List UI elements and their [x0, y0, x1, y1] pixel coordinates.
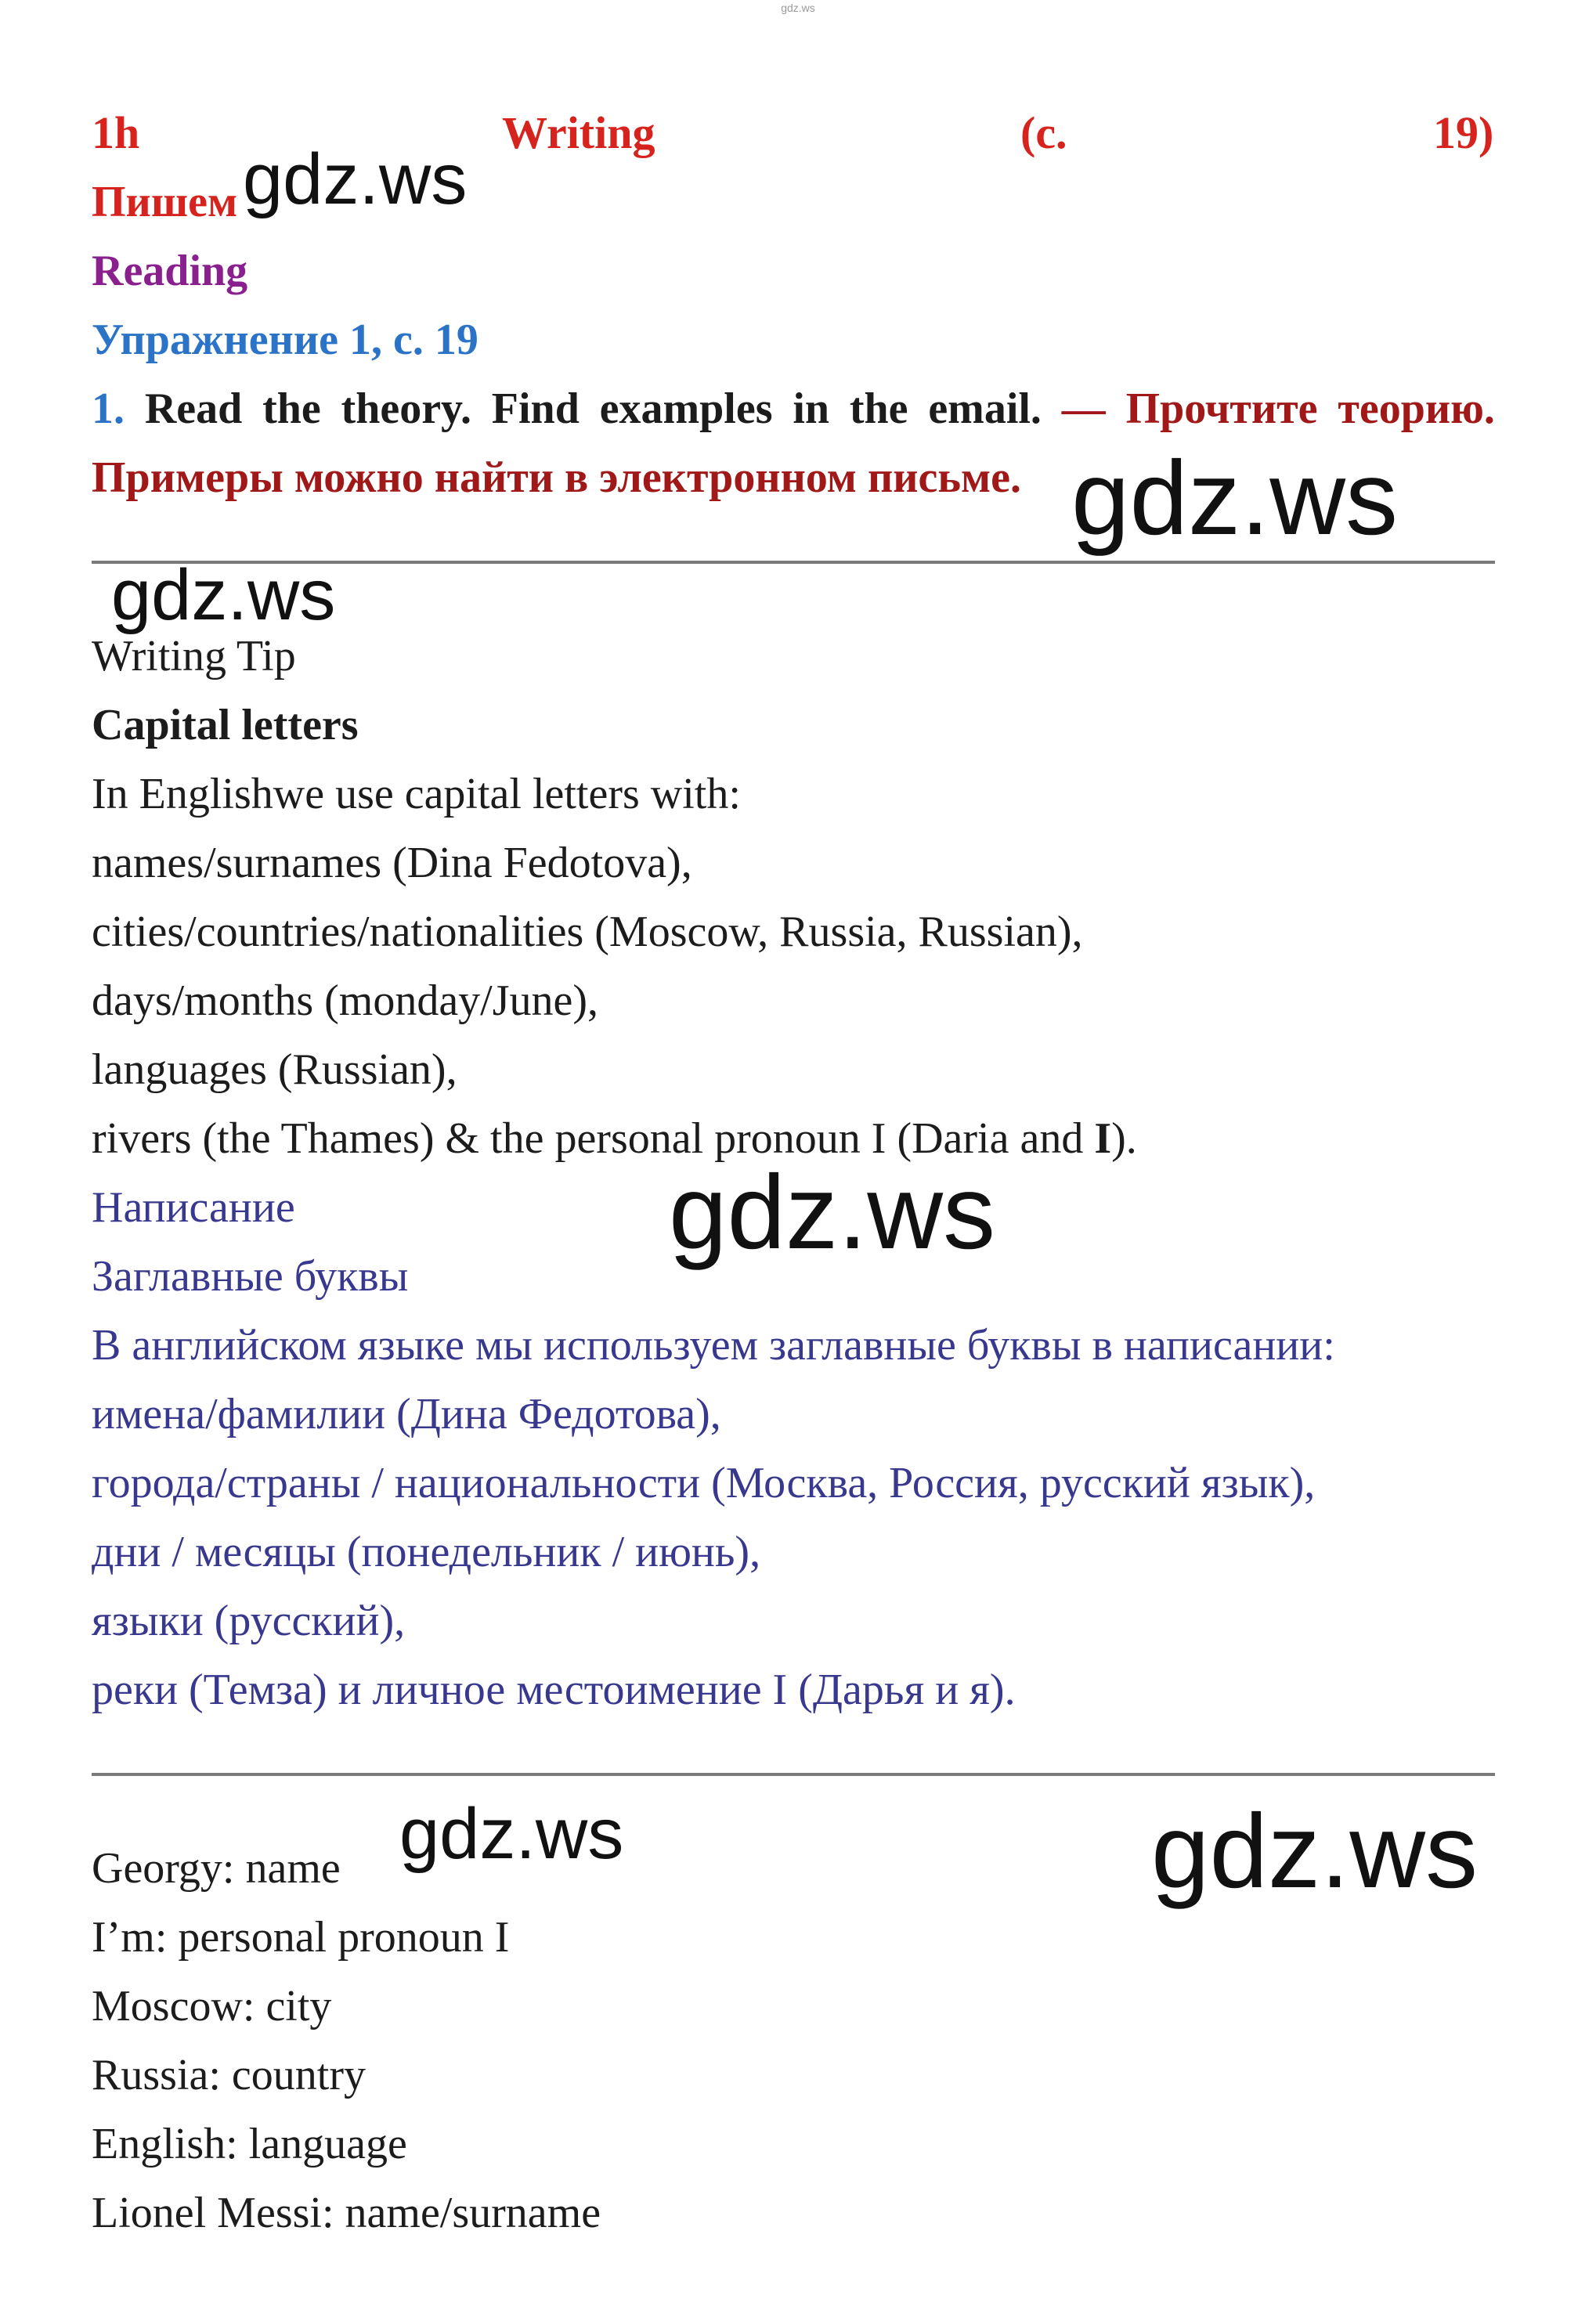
watermark: gdz.ws — [111, 555, 336, 635]
translation-item: реки (Темза) и личное местоимение I (Дарья и я). — [92, 1666, 1016, 1714]
answer-item: Georgy: name — [92, 1844, 341, 1893]
tip-item: cities/countries/nationalities (Moscow, Russia, Russian), — [92, 908, 1083, 956]
tip-item: names/surnames (Dina Fedotova), — [92, 839, 692, 887]
task-word: the — [262, 384, 321, 433]
page-ref-prefix: (c. — [1020, 107, 1067, 158]
task-number: 1. — [92, 384, 125, 433]
lesson-number: 1h — [92, 107, 140, 158]
tip-intro: In Englishwe use capital letters with: — [92, 770, 741, 818]
translation-intro: В английском языке мы используем заглавные буквы в написании: — [92, 1321, 1335, 1370]
lesson-subtitle: Пишем — [92, 178, 238, 226]
page-ref-number: 19) — [1433, 107, 1494, 158]
task-word: the — [849, 384, 908, 433]
tip-item-last-end: ). — [1111, 1114, 1137, 1163]
watermark: gdz.ws — [243, 139, 468, 219]
task-word: in — [793, 384, 830, 433]
answer-item: I’m: personal pronoun I — [92, 1913, 510, 1962]
task-line-1 — [92, 382, 1495, 435]
task-word-ru: теорию. — [1338, 384, 1495, 433]
task-word: email. — [928, 384, 1042, 433]
answer-item: Lionel Messi: name/surname — [92, 2189, 601, 2237]
task-word-ru: Прочтите — [1125, 384, 1318, 433]
top-watermark: gdz.ws — [781, 2, 815, 14]
tip-item: languages (Russian), — [92, 1045, 457, 1094]
tip-title: Writing Tip — [92, 632, 296, 680]
translation-title: Написание — [92, 1183, 295, 1232]
task-word: Read — [144, 384, 243, 433]
watermark: gdz.ws — [1151, 1793, 1479, 1910]
tip-item-last-text: rivers (the Thames) & the personal pronoun I (Daria and — [92, 1114, 1095, 1163]
task-dash: — — [1061, 384, 1106, 433]
tip-item: days/months (monday/June), — [92, 976, 599, 1025]
translation-heading: Заглавные буквы — [92, 1252, 409, 1301]
tip-item-last-bold: I — [1094, 1114, 1112, 1163]
translation-item: языки (русский), — [92, 1597, 406, 1645]
task-line-2: Примеры можно найти в электронном письме. — [92, 453, 1021, 502]
watermark: gdz.ws — [669, 1154, 996, 1271]
translation-item: дни / месяцы (понедельник / июнь), — [92, 1528, 761, 1576]
tip-heading: Capital letters — [92, 701, 359, 749]
task-word: theory. — [341, 384, 471, 433]
answer-item: English: language — [92, 2120, 407, 2168]
translation-item: имена/фамилии (Дина Федотова), — [92, 1390, 721, 1438]
translation-item: города/страны / национальности (Москва, Россия, русский язык), — [92, 1459, 1316, 1507]
exercise-label: Упражнение 1, с. 19 — [92, 316, 478, 364]
task-word: Find — [491, 384, 580, 433]
lesson-title: Writing — [502, 107, 655, 158]
answer-item: Moscow: city — [92, 1982, 332, 2030]
divider-bottom — [92, 1773, 1495, 1776]
task-word: examples — [599, 384, 773, 433]
section-label: Reading — [92, 247, 248, 295]
watermark: gdz.ws — [1071, 440, 1399, 557]
watermark: gdz.ws — [399, 1794, 624, 1874]
answer-item: Russia: country — [92, 2051, 366, 2099]
